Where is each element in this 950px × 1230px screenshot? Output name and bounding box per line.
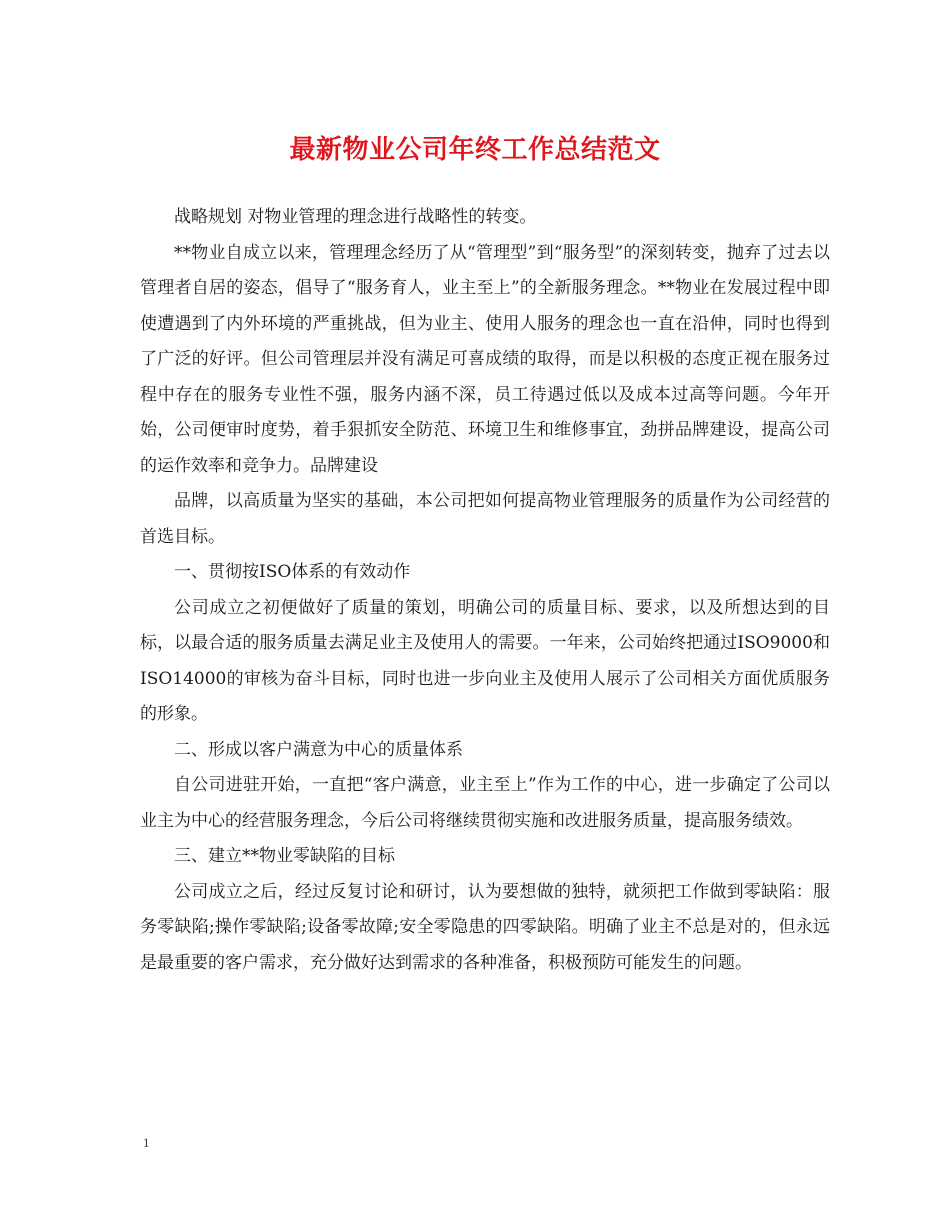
paragraph-zero-defect: 公司成立之后，经过反复讨论和研讨，认为要想做的独特，就须把工作做到零缺陷：服务零缺陷;操作零缺陷;设备零故障;安全零隐患的四零缺陷。明确了业主不总是对的，但永远是最重要的客户需求，充分做好达到需求的各种准备，积极预防可能发生的问题。 (140, 881, 830, 973)
document-body (140, 200, 830, 981)
section-heading-iso: 一、贯彻按ISO体系的有效动作 (174, 562, 411, 582)
page-number: 1 (143, 1135, 150, 1150)
paragraph-iso: 公司成立之初便做好了质量的策划，明确公司的质量目标、要求，以及所想达到的目标，以最合适的服务质量去满足业主及使用人的需要。一年来，公司始终把通过ISO9000和ISO14000的审核为奋斗目标，同时也进一步向业主及使用人展示了公司相关方面优质服务的形象。 (140, 597, 830, 724)
section-heading-zero-defect: 三、建立**物业零缺陷的目标 (174, 846, 395, 866)
page-title: 最新物业公司年终工作总结范文 (289, 135, 661, 165)
paragraph-management-concept: **物业自成立以来，管理理念经历了从“管理型”到“服务型”的深刻转变，抛弃了过去以管理者自居的姿态，倡导了“服务育人，业主至上”的全新服务理念。**物业在发展过程中即使遭遇到了内外环境的严重挑战，但为业主、使用人服务的理念也一直在沿伸，同时也得到了广泛的好评。但公司管理层并没有满足可喜成绩的取得，而是以积极的态度正视在服务过程中存在的服务专业性不强，服务内涵不深，员工待遇过低以及成本过高等问题。今年开始，公司便审时度势，着手狠抓安全防范、环境卫生和维修事宜，劲拼品牌建设，提高公司的运作效率和竞争力。品牌建设 (140, 242, 830, 476)
paragraph-customer: 自公司进驻开始，一直把“客户满意，业主至上”作为工作的中心，进一步确定了公司以业主为中心的经营服务理念，今后公司将继续贯彻实施和改进服务质量，提高服务绩效。 (140, 775, 830, 831)
section-heading-customer: 二、形成以客户满意为中心的质量体系 (174, 739, 463, 760)
paragraph-brand: 品牌，以高质量为坚实的基础，本公司把如何提高物业管理服务的质量作为公司经营的首选目标。 (140, 491, 830, 547)
paragraph-strategy: 战略规划 对物业管理的理念进行战略性的转变。 (174, 207, 537, 227)
